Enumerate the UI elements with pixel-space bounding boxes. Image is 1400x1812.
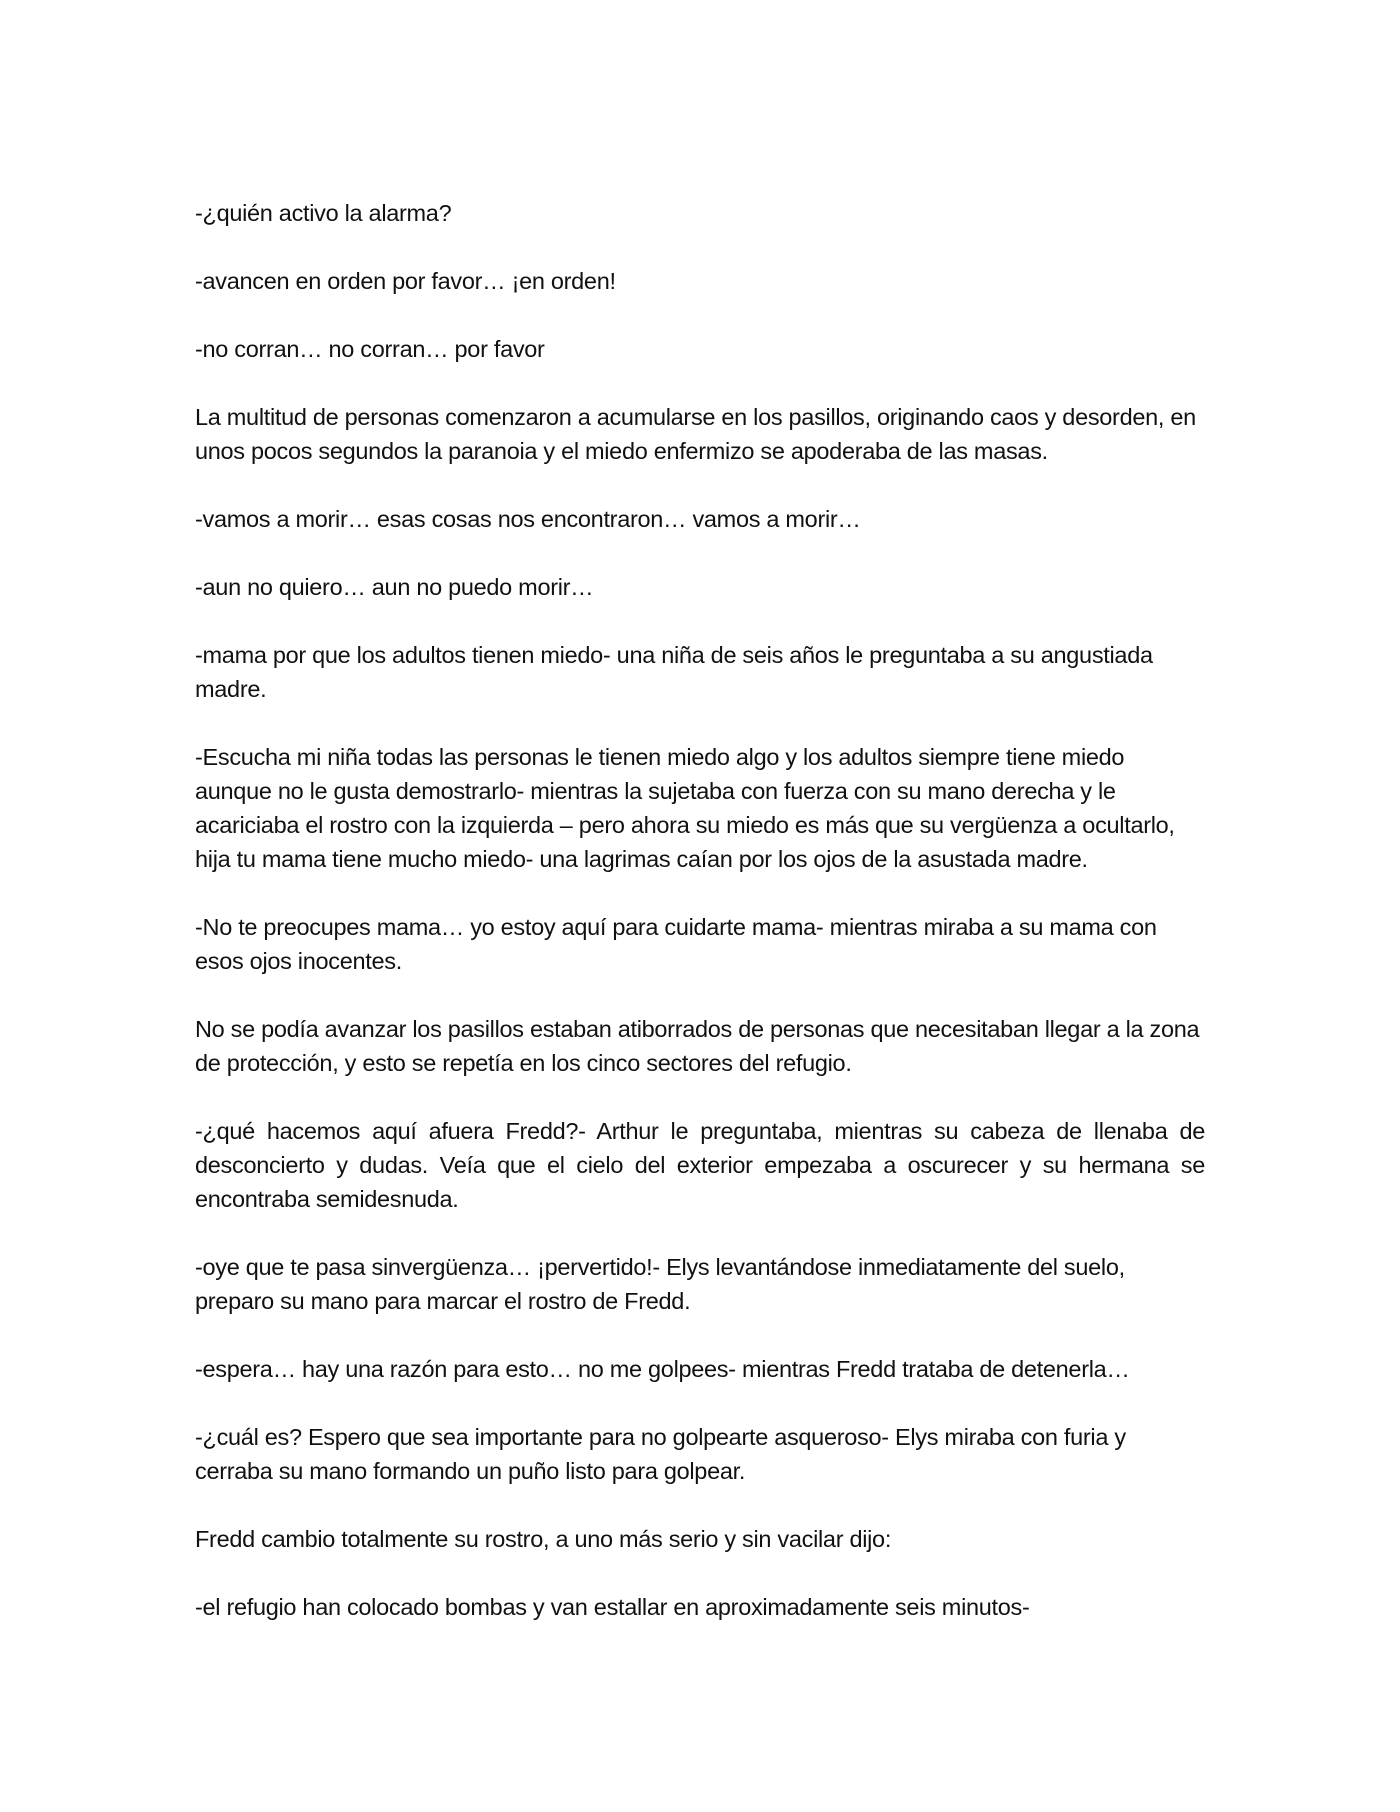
narrative-paragraph: No se podía avanzar los pasillos estaban atiborrados de personas que necesitaban llegar a la zona de protección, y esto se repetía en los cinco sectores del refugio. (195, 1016, 1200, 1076)
dialogue-line: -¿quién activo la alarma? (195, 200, 452, 226)
dialogue-paragraph: -oye que te pasa sinvergüenza… ¡pervertido!- Elys levantándose inmediatamente del suelo, preparo su mano para marcar el rostro de Fredd. (195, 1254, 1125, 1314)
dialogue-paragraph: -¿qué hacemos aquí afuera Fredd?- Arthur le preguntaba, mientras su cabeza de llenaba de desconcierto y dudas. Veía que el cielo del exterior empezaba a oscurecer y su hermana se encontraba semidesnuda. (195, 1118, 1205, 1212)
dialogue-line: -mama por que los adultos tienen miedo- una niña de seis años le preguntaba a su angustiada madre. (195, 642, 1153, 702)
dialogue-line: -no corran… no corran… por favor (195, 336, 545, 362)
dialogue-paragraph: -No te preocupes mama… yo estoy aquí para cuidarte mama- mientras miraba a su mama con esos ojos inocentes. (195, 914, 1157, 974)
dialogue-paragraph: -¿cuál es? Espero que sea importante para no golpearte asqueroso- Elys miraba con furia y cerraba su mano formando un puño listo para golpear. (195, 1424, 1126, 1484)
narrative-paragraph: Fredd cambio totalmente su rostro, a uno más serio y sin vacilar dijo: (195, 1526, 892, 1552)
dialogue-line: -el refugio han colocado bombas y van estallar en aproximadamente seis minutos- (195, 1594, 1030, 1620)
dialogue-line: -avancen en orden por favor… ¡en orden! (195, 268, 616, 294)
dialogue-paragraph: -Escucha mi niña todas las personas le tienen miedo algo y los adultos siempre tiene miedo aunque no le gusta demostrarlo- mientras la sujetaba con fuerza con su mano derecha y le acariciaba el rostro con la izquierda – pero ahora su miedo es más que su vergüenza a ocultarlo, hija tu mama tiene mucho miedo- una lagrimas caían por los ojos de la asustada madre. (195, 744, 1175, 872)
narrative-paragraph: La multitud de personas comenzaron a acumularse en los pasillos, originando caos y desorden, en unos pocos segundos la paranoia y el miedo enfermizo se apoderaba de las masas. (195, 404, 1196, 464)
dialogue-line: -espera… hay una razón para esto… no me golpees- mientras Fredd trataba de detenerla… (195, 1356, 1130, 1382)
document-page (195, 196, 1205, 1658)
dialogue-line: -vamos a morir… esas cosas nos encontraron… vamos a morir… (195, 506, 861, 532)
dialogue-line: -aun no quiero… aun no puedo morir… (195, 574, 594, 600)
